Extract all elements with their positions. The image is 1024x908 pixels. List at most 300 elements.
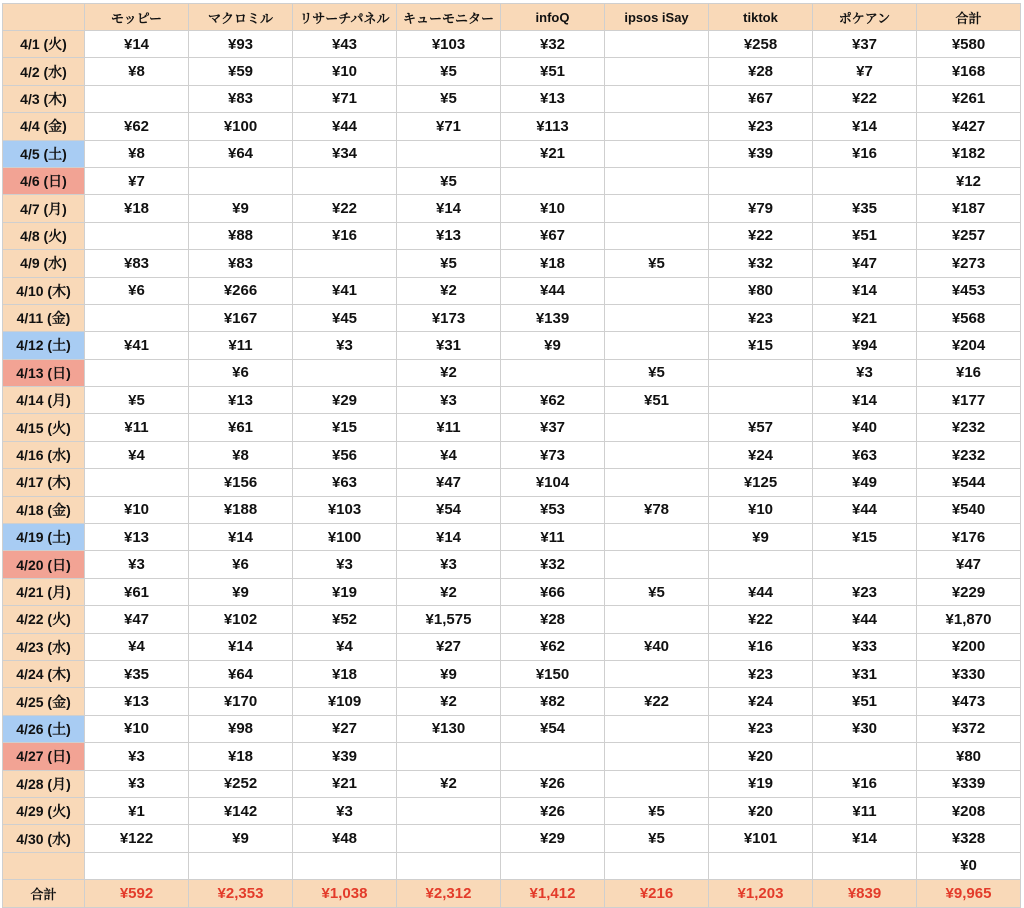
amount-cell[interactable] bbox=[605, 85, 709, 112]
amount-cell[interactable]: ¥59 bbox=[189, 58, 293, 85]
amount-cell[interactable]: ¥7 bbox=[813, 58, 917, 85]
column-header[interactable]: モッピー bbox=[85, 4, 189, 31]
row-total-cell[interactable]: ¥273 bbox=[917, 250, 1021, 277]
amount-cell[interactable]: ¥11 bbox=[813, 797, 917, 824]
column-total-cell[interactable]: ¥1,412 bbox=[501, 880, 605, 907]
amount-cell[interactable]: ¥88 bbox=[189, 222, 293, 249]
amount-cell[interactable]: ¥39 bbox=[709, 140, 813, 167]
column-total-cell[interactable]: ¥839 bbox=[813, 880, 917, 907]
amount-cell[interactable]: ¥6 bbox=[85, 277, 189, 304]
amount-cell[interactable]: ¥5 bbox=[605, 359, 709, 386]
amount-cell[interactable]: ¥16 bbox=[813, 140, 917, 167]
amount-cell[interactable] bbox=[605, 441, 709, 468]
amount-cell[interactable] bbox=[85, 359, 189, 386]
amount-cell[interactable]: ¥9 bbox=[501, 332, 605, 359]
amount-cell[interactable]: ¥44 bbox=[813, 496, 917, 523]
row-total-cell[interactable]: ¥261 bbox=[917, 85, 1021, 112]
amount-cell[interactable]: ¥100 bbox=[293, 524, 397, 551]
amount-cell[interactable]: ¥14 bbox=[189, 524, 293, 551]
amount-cell[interactable]: ¥8 bbox=[85, 58, 189, 85]
amount-cell[interactable]: ¥130 bbox=[397, 715, 501, 742]
amount-cell[interactable]: ¥2 bbox=[397, 277, 501, 304]
amount-cell[interactable]: ¥6 bbox=[189, 551, 293, 578]
amount-cell[interactable]: ¥71 bbox=[293, 85, 397, 112]
amount-cell[interactable]: ¥10 bbox=[85, 496, 189, 523]
amount-cell[interactable]: ¥104 bbox=[501, 469, 605, 496]
amount-cell[interactable]: ¥41 bbox=[293, 277, 397, 304]
amount-cell[interactable]: ¥188 bbox=[189, 496, 293, 523]
amount-cell[interactable]: ¥19 bbox=[293, 578, 397, 605]
amount-cell[interactable]: ¥23 bbox=[709, 715, 813, 742]
amount-cell[interactable] bbox=[605, 58, 709, 85]
amount-cell[interactable]: ¥15 bbox=[813, 524, 917, 551]
row-total-cell[interactable]: ¥580 bbox=[917, 31, 1021, 58]
amount-cell[interactable]: ¥10 bbox=[501, 195, 605, 222]
row-total-cell[interactable]: ¥328 bbox=[917, 825, 1021, 852]
amount-cell[interactable]: ¥35 bbox=[85, 660, 189, 687]
row-total-cell[interactable]: ¥80 bbox=[917, 743, 1021, 770]
amount-cell[interactable]: ¥32 bbox=[501, 31, 605, 58]
date-cell[interactable]: 4/10 (木) bbox=[3, 277, 85, 304]
amount-cell[interactable]: ¥8 bbox=[85, 140, 189, 167]
amount-cell[interactable]: ¥51 bbox=[501, 58, 605, 85]
amount-cell[interactable]: ¥27 bbox=[397, 633, 501, 660]
amount-cell[interactable]: ¥14 bbox=[813, 387, 917, 414]
amount-cell[interactable]: ¥79 bbox=[709, 195, 813, 222]
amount-cell[interactable]: ¥11 bbox=[501, 524, 605, 551]
amount-cell[interactable] bbox=[813, 852, 917, 879]
amount-cell[interactable]: ¥266 bbox=[189, 277, 293, 304]
amount-cell[interactable]: ¥4 bbox=[85, 441, 189, 468]
column-header[interactable]: キューモニター bbox=[397, 4, 501, 31]
amount-cell[interactable]: ¥9 bbox=[709, 524, 813, 551]
amount-cell[interactable] bbox=[85, 469, 189, 496]
amount-cell[interactable] bbox=[189, 167, 293, 194]
amount-cell[interactable]: ¥3 bbox=[397, 551, 501, 578]
date-cell[interactable]: 4/8 (火) bbox=[3, 222, 85, 249]
row-total-cell[interactable]: ¥229 bbox=[917, 578, 1021, 605]
amount-cell[interactable]: ¥5 bbox=[397, 58, 501, 85]
amount-cell[interactable]: ¥173 bbox=[397, 304, 501, 331]
column-total-cell[interactable]: ¥216 bbox=[605, 880, 709, 907]
amount-cell[interactable]: ¥13 bbox=[85, 524, 189, 551]
date-cell[interactable]: 4/5 (土) bbox=[3, 140, 85, 167]
amount-cell[interactable]: ¥16 bbox=[709, 633, 813, 660]
amount-cell[interactable]: ¥139 bbox=[501, 304, 605, 331]
amount-cell[interactable]: ¥16 bbox=[293, 222, 397, 249]
date-cell[interactable]: 4/19 (土) bbox=[3, 524, 85, 551]
amount-cell[interactable]: ¥3 bbox=[85, 770, 189, 797]
amount-cell[interactable]: ¥45 bbox=[293, 304, 397, 331]
row-total-cell[interactable]: ¥16 bbox=[917, 359, 1021, 386]
date-cell[interactable]: 4/2 (水) bbox=[3, 58, 85, 85]
row-total-cell[interactable]: ¥200 bbox=[917, 633, 1021, 660]
amount-cell[interactable]: ¥5 bbox=[605, 250, 709, 277]
amount-cell[interactable] bbox=[605, 743, 709, 770]
amount-cell[interactable]: ¥19 bbox=[709, 770, 813, 797]
date-cell[interactable]: 4/17 (木) bbox=[3, 469, 85, 496]
amount-cell[interactable] bbox=[85, 852, 189, 879]
amount-cell[interactable]: ¥67 bbox=[709, 85, 813, 112]
amount-cell[interactable] bbox=[605, 167, 709, 194]
amount-cell[interactable] bbox=[501, 852, 605, 879]
amount-cell[interactable]: ¥48 bbox=[293, 825, 397, 852]
amount-cell[interactable]: ¥10 bbox=[85, 715, 189, 742]
amount-cell[interactable]: ¥102 bbox=[189, 606, 293, 633]
amount-cell[interactable]: ¥62 bbox=[85, 113, 189, 140]
amount-cell[interactable]: ¥47 bbox=[85, 606, 189, 633]
date-cell[interactable]: 4/29 (火) bbox=[3, 797, 85, 824]
date-cell[interactable]: 4/14 (月) bbox=[3, 387, 85, 414]
amount-cell[interactable]: ¥30 bbox=[813, 715, 917, 742]
amount-cell[interactable]: ¥9 bbox=[397, 660, 501, 687]
amount-cell[interactable]: ¥103 bbox=[293, 496, 397, 523]
amount-cell[interactable]: ¥113 bbox=[501, 113, 605, 140]
amount-cell[interactable]: ¥22 bbox=[709, 606, 813, 633]
amount-cell[interactable]: ¥4 bbox=[397, 441, 501, 468]
amount-cell[interactable]: ¥3 bbox=[85, 551, 189, 578]
amount-cell[interactable] bbox=[709, 167, 813, 194]
amount-cell[interactable]: ¥3 bbox=[397, 387, 501, 414]
amount-cell[interactable]: ¥3 bbox=[293, 797, 397, 824]
amount-cell[interactable]: ¥5 bbox=[397, 250, 501, 277]
row-total-cell[interactable]: ¥1,870 bbox=[917, 606, 1021, 633]
date-cell[interactable]: 4/20 (日) bbox=[3, 551, 85, 578]
amount-cell[interactable]: ¥67 bbox=[501, 222, 605, 249]
amount-cell[interactable]: ¥14 bbox=[85, 31, 189, 58]
amount-cell[interactable]: ¥51 bbox=[813, 688, 917, 715]
date-cell[interactable]: 4/30 (水) bbox=[3, 825, 85, 852]
amount-cell[interactable]: ¥7 bbox=[85, 167, 189, 194]
row-total-cell[interactable]: ¥12 bbox=[917, 167, 1021, 194]
amount-cell[interactable] bbox=[709, 852, 813, 879]
amount-cell[interactable] bbox=[605, 469, 709, 496]
date-cell[interactable]: 4/28 (月) bbox=[3, 770, 85, 797]
amount-cell[interactable]: ¥51 bbox=[813, 222, 917, 249]
date-cell[interactable]: 4/24 (木) bbox=[3, 660, 85, 687]
date-cell[interactable]: 4/16 (水) bbox=[3, 441, 85, 468]
column-header[interactable]: tiktok bbox=[709, 4, 813, 31]
amount-cell[interactable]: ¥24 bbox=[709, 441, 813, 468]
amount-cell[interactable]: ¥20 bbox=[709, 797, 813, 824]
amount-cell[interactable] bbox=[293, 852, 397, 879]
amount-cell[interactable]: ¥62 bbox=[501, 387, 605, 414]
row-total-cell[interactable]: ¥330 bbox=[917, 660, 1021, 687]
row-total-cell[interactable]: ¥232 bbox=[917, 441, 1021, 468]
amount-cell[interactable]: ¥2 bbox=[397, 578, 501, 605]
column-header[interactable]: ipsos iSay bbox=[605, 4, 709, 31]
amount-cell[interactable]: ¥1,575 bbox=[397, 606, 501, 633]
amount-cell[interactable] bbox=[501, 359, 605, 386]
amount-cell[interactable] bbox=[813, 743, 917, 770]
amount-cell[interactable]: ¥22 bbox=[293, 195, 397, 222]
amount-cell[interactable]: ¥54 bbox=[501, 715, 605, 742]
amount-cell[interactable]: ¥2 bbox=[397, 359, 501, 386]
amount-cell[interactable]: ¥13 bbox=[189, 387, 293, 414]
date-cell[interactable] bbox=[3, 852, 85, 879]
amount-cell[interactable]: ¥18 bbox=[293, 660, 397, 687]
row-total-cell[interactable]: ¥208 bbox=[917, 797, 1021, 824]
amount-cell[interactable] bbox=[85, 222, 189, 249]
date-cell[interactable]: 4/18 (金) bbox=[3, 496, 85, 523]
amount-cell[interactable]: ¥26 bbox=[501, 797, 605, 824]
amount-cell[interactable] bbox=[709, 551, 813, 578]
amount-cell[interactable] bbox=[501, 743, 605, 770]
column-header[interactable]: ポケアン bbox=[813, 4, 917, 31]
amount-cell[interactable]: ¥26 bbox=[501, 770, 605, 797]
amount-cell[interactable]: ¥14 bbox=[189, 633, 293, 660]
amount-cell[interactable]: ¥22 bbox=[709, 222, 813, 249]
row-total-cell[interactable]: ¥568 bbox=[917, 304, 1021, 331]
amount-cell[interactable]: ¥156 bbox=[189, 469, 293, 496]
amount-cell[interactable]: ¥33 bbox=[813, 633, 917, 660]
amount-cell[interactable] bbox=[501, 167, 605, 194]
amount-cell[interactable]: ¥32 bbox=[709, 250, 813, 277]
amount-cell[interactable]: ¥61 bbox=[85, 578, 189, 605]
amount-cell[interactable]: ¥39 bbox=[293, 743, 397, 770]
row-total-cell[interactable]: ¥473 bbox=[917, 688, 1021, 715]
column-total-cell[interactable]: ¥2,353 bbox=[189, 880, 293, 907]
amount-cell[interactable]: ¥125 bbox=[709, 469, 813, 496]
amount-cell[interactable]: ¥78 bbox=[605, 496, 709, 523]
amount-cell[interactable]: ¥3 bbox=[85, 743, 189, 770]
row-total-cell[interactable]: ¥427 bbox=[917, 113, 1021, 140]
amount-cell[interactable]: ¥9 bbox=[189, 825, 293, 852]
amount-cell[interactable]: ¥5 bbox=[397, 85, 501, 112]
amount-cell[interactable]: ¥34 bbox=[293, 140, 397, 167]
amount-cell[interactable]: ¥37 bbox=[501, 414, 605, 441]
amount-cell[interactable]: ¥167 bbox=[189, 304, 293, 331]
amount-cell[interactable]: ¥15 bbox=[293, 414, 397, 441]
date-cell[interactable]: 4/1 (火) bbox=[3, 31, 85, 58]
column-total-cell[interactable]: ¥2,312 bbox=[397, 880, 501, 907]
amount-cell[interactable]: ¥31 bbox=[813, 660, 917, 687]
amount-cell[interactable]: ¥83 bbox=[189, 250, 293, 277]
row-total-cell[interactable]: ¥372 bbox=[917, 715, 1021, 742]
amount-cell[interactable]: ¥14 bbox=[813, 825, 917, 852]
amount-cell[interactable] bbox=[605, 524, 709, 551]
date-cell[interactable]: 4/4 (金) bbox=[3, 113, 85, 140]
amount-cell[interactable] bbox=[813, 167, 917, 194]
row-total-cell[interactable]: ¥187 bbox=[917, 195, 1021, 222]
amount-cell[interactable]: ¥100 bbox=[189, 113, 293, 140]
amount-cell[interactable]: ¥2 bbox=[397, 770, 501, 797]
amount-cell[interactable]: ¥109 bbox=[293, 688, 397, 715]
amount-cell[interactable]: ¥5 bbox=[85, 387, 189, 414]
amount-cell[interactable]: ¥5 bbox=[397, 167, 501, 194]
amount-cell[interactable]: ¥80 bbox=[709, 277, 813, 304]
amount-cell[interactable]: ¥37 bbox=[813, 31, 917, 58]
amount-cell[interactable]: ¥14 bbox=[397, 195, 501, 222]
amount-cell[interactable]: ¥103 bbox=[397, 31, 501, 58]
amount-cell[interactable]: ¥63 bbox=[813, 441, 917, 468]
amount-cell[interactable] bbox=[709, 387, 813, 414]
amount-cell[interactable] bbox=[605, 304, 709, 331]
amount-cell[interactable]: ¥101 bbox=[709, 825, 813, 852]
amount-cell[interactable]: ¥29 bbox=[501, 825, 605, 852]
amount-cell[interactable] bbox=[605, 660, 709, 687]
amount-cell[interactable]: ¥23 bbox=[709, 113, 813, 140]
amount-cell[interactable]: ¥2 bbox=[397, 688, 501, 715]
date-cell[interactable]: 4/22 (火) bbox=[3, 606, 85, 633]
amount-cell[interactable]: ¥122 bbox=[85, 825, 189, 852]
amount-cell[interactable]: ¥14 bbox=[813, 113, 917, 140]
amount-cell[interactable]: ¥63 bbox=[293, 469, 397, 496]
amount-cell[interactable]: ¥44 bbox=[813, 606, 917, 633]
amount-cell[interactable]: ¥10 bbox=[709, 496, 813, 523]
amount-cell[interactable]: ¥23 bbox=[813, 578, 917, 605]
amount-cell[interactable]: ¥94 bbox=[813, 332, 917, 359]
amount-cell[interactable]: ¥24 bbox=[709, 688, 813, 715]
amount-cell[interactable]: ¥11 bbox=[189, 332, 293, 359]
amount-cell[interactable]: ¥1 bbox=[85, 797, 189, 824]
amount-cell[interactable]: ¥29 bbox=[293, 387, 397, 414]
amount-cell[interactable]: ¥5 bbox=[605, 578, 709, 605]
amount-cell[interactable]: ¥44 bbox=[709, 578, 813, 605]
amount-cell[interactable] bbox=[605, 551, 709, 578]
row-total-cell[interactable]: ¥177 bbox=[917, 387, 1021, 414]
amount-cell[interactable]: ¥40 bbox=[813, 414, 917, 441]
row-total-cell[interactable]: ¥453 bbox=[917, 277, 1021, 304]
row-total-cell[interactable]: ¥257 bbox=[917, 222, 1021, 249]
amount-cell[interactable] bbox=[605, 113, 709, 140]
amount-cell[interactable]: ¥27 bbox=[293, 715, 397, 742]
amount-cell[interactable] bbox=[605, 140, 709, 167]
amount-cell[interactable]: ¥64 bbox=[189, 660, 293, 687]
column-header[interactable]: 合計 bbox=[917, 4, 1021, 31]
amount-cell[interactable]: ¥4 bbox=[293, 633, 397, 660]
amount-cell[interactable]: ¥3 bbox=[293, 551, 397, 578]
amount-cell[interactable]: ¥3 bbox=[293, 332, 397, 359]
amount-cell[interactable]: ¥13 bbox=[397, 222, 501, 249]
amount-cell[interactable]: ¥14 bbox=[813, 277, 917, 304]
row-total-cell[interactable]: ¥232 bbox=[917, 414, 1021, 441]
amount-cell[interactable]: ¥9 bbox=[189, 195, 293, 222]
amount-cell[interactable] bbox=[709, 359, 813, 386]
amount-cell[interactable]: ¥13 bbox=[501, 85, 605, 112]
column-total-cell[interactable]: ¥1,203 bbox=[709, 880, 813, 907]
amount-cell[interactable]: ¥18 bbox=[189, 743, 293, 770]
column-total-cell[interactable]: ¥592 bbox=[85, 880, 189, 907]
row-total-cell[interactable]: ¥544 bbox=[917, 469, 1021, 496]
amount-cell[interactable] bbox=[293, 250, 397, 277]
amount-cell[interactable]: ¥21 bbox=[293, 770, 397, 797]
row-total-cell[interactable]: ¥0 bbox=[917, 852, 1021, 879]
amount-cell[interactable]: ¥23 bbox=[709, 660, 813, 687]
amount-cell[interactable]: ¥44 bbox=[293, 113, 397, 140]
amount-cell[interactable] bbox=[397, 743, 501, 770]
date-cell[interactable]: 4/15 (火) bbox=[3, 414, 85, 441]
amount-cell[interactable]: ¥22 bbox=[813, 85, 917, 112]
amount-cell[interactable] bbox=[189, 852, 293, 879]
date-cell[interactable]: 4/13 (日) bbox=[3, 359, 85, 386]
amount-cell[interactable]: ¥15 bbox=[709, 332, 813, 359]
amount-cell[interactable]: ¥170 bbox=[189, 688, 293, 715]
amount-cell[interactable]: ¥43 bbox=[293, 31, 397, 58]
row-total-cell[interactable]: ¥176 bbox=[917, 524, 1021, 551]
amount-cell[interactable]: ¥252 bbox=[189, 770, 293, 797]
amount-cell[interactable]: ¥21 bbox=[501, 140, 605, 167]
amount-cell[interactable]: ¥47 bbox=[813, 250, 917, 277]
amount-cell[interactable] bbox=[605, 770, 709, 797]
column-header[interactable]: マクロミル bbox=[189, 4, 293, 31]
amount-cell[interactable] bbox=[605, 222, 709, 249]
amount-cell[interactable]: ¥52 bbox=[293, 606, 397, 633]
amount-cell[interactable]: ¥11 bbox=[85, 414, 189, 441]
column-header[interactable]: リサーチパネル bbox=[293, 4, 397, 31]
date-cell[interactable]: 4/23 (水) bbox=[3, 633, 85, 660]
amount-cell[interactable] bbox=[397, 825, 501, 852]
amount-cell[interactable]: ¥28 bbox=[709, 58, 813, 85]
row-total-cell[interactable]: ¥182 bbox=[917, 140, 1021, 167]
date-cell[interactable]: 4/9 (水) bbox=[3, 250, 85, 277]
amount-cell[interactable]: ¥21 bbox=[813, 304, 917, 331]
amount-cell[interactable] bbox=[605, 332, 709, 359]
amount-cell[interactable]: ¥40 bbox=[605, 633, 709, 660]
amount-cell[interactable]: ¥31 bbox=[397, 332, 501, 359]
date-cell[interactable]: 4/3 (木) bbox=[3, 85, 85, 112]
amount-cell[interactable]: ¥28 bbox=[501, 606, 605, 633]
amount-cell[interactable]: ¥51 bbox=[605, 387, 709, 414]
column-total-cell[interactable]: ¥1,038 bbox=[293, 880, 397, 907]
amount-cell[interactable]: ¥9 bbox=[189, 578, 293, 605]
amount-cell[interactable]: ¥13 bbox=[85, 688, 189, 715]
amount-cell[interactable]: ¥44 bbox=[501, 277, 605, 304]
amount-cell[interactable]: ¥54 bbox=[397, 496, 501, 523]
row-total-cell[interactable]: ¥204 bbox=[917, 332, 1021, 359]
amount-cell[interactable]: ¥23 bbox=[709, 304, 813, 331]
amount-cell[interactable]: ¥22 bbox=[605, 688, 709, 715]
amount-cell[interactable]: ¥35 bbox=[813, 195, 917, 222]
column-header[interactable]: infoQ bbox=[501, 4, 605, 31]
date-cell[interactable]: 4/7 (月) bbox=[3, 195, 85, 222]
amount-cell[interactable]: ¥18 bbox=[501, 250, 605, 277]
row-total-cell[interactable]: ¥540 bbox=[917, 496, 1021, 523]
amount-cell[interactable]: ¥73 bbox=[501, 441, 605, 468]
amount-cell[interactable]: ¥4 bbox=[85, 633, 189, 660]
date-cell[interactable]: 4/21 (月) bbox=[3, 578, 85, 605]
amount-cell[interactable]: ¥5 bbox=[605, 825, 709, 852]
amount-cell[interactable]: ¥71 bbox=[397, 113, 501, 140]
amount-cell[interactable] bbox=[397, 797, 501, 824]
amount-cell[interactable]: ¥64 bbox=[189, 140, 293, 167]
amount-cell[interactable]: ¥41 bbox=[85, 332, 189, 359]
amount-cell[interactable]: ¥258 bbox=[709, 31, 813, 58]
amount-cell[interactable]: ¥61 bbox=[189, 414, 293, 441]
amount-cell[interactable]: ¥93 bbox=[189, 31, 293, 58]
amount-cell[interactable] bbox=[293, 167, 397, 194]
amount-cell[interactable] bbox=[293, 359, 397, 386]
amount-cell[interactable] bbox=[85, 304, 189, 331]
amount-cell[interactable]: ¥150 bbox=[501, 660, 605, 687]
amount-cell[interactable]: ¥83 bbox=[85, 250, 189, 277]
amount-cell[interactable] bbox=[605, 715, 709, 742]
amount-cell[interactable]: ¥82 bbox=[501, 688, 605, 715]
amount-cell[interactable] bbox=[605, 606, 709, 633]
header-corner-cell[interactable] bbox=[3, 4, 85, 31]
date-cell[interactable]: 4/12 (土) bbox=[3, 332, 85, 359]
date-cell[interactable]: 4/26 (土) bbox=[3, 715, 85, 742]
amount-cell[interactable]: ¥47 bbox=[397, 469, 501, 496]
amount-cell[interactable]: ¥57 bbox=[709, 414, 813, 441]
amount-cell[interactable] bbox=[605, 414, 709, 441]
grand-total-cell[interactable]: ¥9,965 bbox=[917, 880, 1021, 907]
amount-cell[interactable]: ¥49 bbox=[813, 469, 917, 496]
amount-cell[interactable]: ¥6 bbox=[189, 359, 293, 386]
row-total-cell[interactable]: ¥168 bbox=[917, 58, 1021, 85]
amount-cell[interactable] bbox=[605, 195, 709, 222]
amount-cell[interactable]: ¥62 bbox=[501, 633, 605, 660]
